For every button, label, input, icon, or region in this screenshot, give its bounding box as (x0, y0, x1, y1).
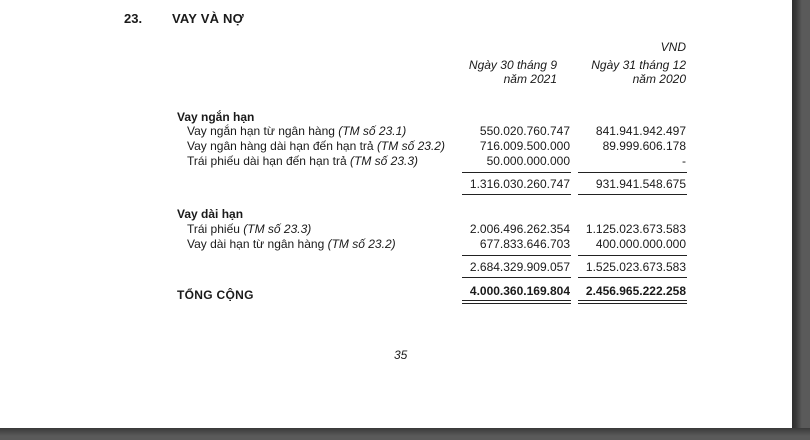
subtotal-rule (578, 194, 687, 195)
column-header-2020 (566, 58, 686, 86)
currency-label: VND (660, 40, 686, 54)
long-term-row-label: Vay dài hạn từ ngân hàng (TM số 23.2) (187, 237, 396, 251)
short-term-row-value-2020: 89.999.606.178 (602, 139, 686, 153)
subtotal-rule (578, 172, 687, 173)
subtotal-rule (462, 277, 571, 278)
long-term-subtotal-2020: 1.525.023.673.583 (585, 260, 686, 274)
subtotal-rule (462, 172, 571, 173)
subtotal-rule (578, 277, 687, 278)
total-label: TỔNG CỘNG (177, 288, 254, 302)
long-term-heading: Vay dài hạn (177, 207, 244, 221)
short-term-row-value-2021: 50.000.000.000 (486, 154, 570, 168)
long-term-row-value-2021: 677.833.646.703 (479, 237, 570, 251)
viewer-background-right (792, 0, 810, 440)
short-term-row-label: Vay ngắn hạn từ ngân hàng (TM số 23.1) (187, 124, 407, 138)
column-header-2021 (437, 58, 557, 86)
long-term-row-value-2021: 2.006.496.262.354 (469, 222, 570, 236)
total-value-2020: 2.456.965.222.258 (585, 284, 686, 298)
subtotal-rule (462, 255, 571, 256)
long-term-row-value-2020: 400.000.000.000 (595, 237, 686, 251)
short-term-subtotal-2020: 931.941.548.675 (595, 177, 686, 191)
column-header-2021-line2: năm 2021 (503, 72, 557, 86)
page-number: 35 (394, 348, 408, 362)
long-term-row-value-2020: 1.125.023.673.583 (585, 222, 686, 236)
long-term-subtotal-2021: 2.684.329.909.057 (469, 260, 570, 274)
subtotal-rule (462, 194, 571, 195)
short-term-row-value-2021: 550.020.760.747 (479, 124, 570, 138)
subtotal-rule (578, 255, 687, 256)
section-number: 23. (124, 11, 143, 26)
short-term-row-value-2020: 841.941.942.497 (595, 124, 686, 138)
section-title: VAY VÀ NỢ (172, 11, 244, 26)
column-header-2020-line1: Ngày 31 tháng 12 (591, 58, 686, 72)
long-term-row-label: Trái phiếu (TM số 23.3) (187, 222, 312, 236)
viewer-background-bottom (0, 428, 810, 440)
short-term-row-label: Trái phiếu dài hạn đến hạn trả (TM số 23.3) (187, 154, 419, 168)
total-double-rule (578, 300, 687, 304)
column-header-2021-line1: Ngày 30 tháng 9 (468, 58, 557, 72)
short-term-heading: Vay ngắn hạn (177, 110, 255, 124)
total-double-rule (462, 300, 571, 304)
total-value-2021: 4.000.360.169.804 (469, 284, 570, 298)
short-term-row-label: Vay ngân hàng dài hạn đến hạn trả (TM số 23.2) (187, 139, 445, 153)
short-term-subtotal-2021: 1.316.030.260.747 (469, 177, 570, 191)
column-header-2020-line2: năm 2020 (632, 72, 686, 86)
short-term-row-value-2020: - (682, 154, 686, 168)
short-term-row-value-2021: 716.009.500.000 (479, 139, 570, 153)
